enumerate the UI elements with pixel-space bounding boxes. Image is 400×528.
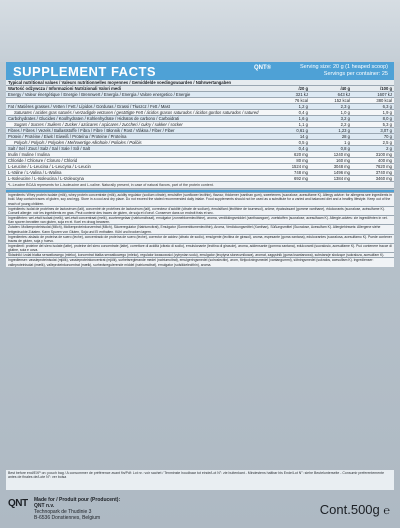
qnt-logo: QNT — [8, 498, 28, 509]
nutrition-table — [6, 80, 394, 189]
row-label: L-Isoleucine / L-Isoleucina / L-Izoleucyna — [8, 176, 84, 181]
supplement-facts-panel — [6, 62, 394, 462]
row-value-20g: 80 mg — [296, 158, 308, 163]
row-label: L-Leucine / L-Leucina / L-Leucyna / L-Leucin — [8, 164, 91, 169]
row-value-20g: 1,6 g — [298, 116, 308, 121]
row-value-20g: 321 kJ — [295, 92, 308, 97]
row-value-40g: 3,2 g — [340, 116, 350, 121]
ingredients-pl: Składniki: izolat białka serwatkowego (mleko), koncentrat białka serwatkowego (mleko), regulator kwasowości (cytrynian sodu), emulgator (lecytyna słonecznikowa), aromat, zagęstnik (guma ksantanowa), substancje słodzące (sukraloza, acesulfam K). — [6, 252, 394, 257]
row-label: L-Valine / L-Valina / L-Walina — [8, 170, 62, 175]
row-value-100g: 6,3 g — [382, 104, 392, 109]
row-label: Protein / Protéine / Eiwit / Eiweiß / Proteína / Proteine / Proteína — [8, 134, 127, 139]
col-head-20g: /20 g — [298, 86, 308, 91]
serving-info — [300, 64, 388, 77]
row-value-100g: 7620 mg — [375, 164, 392, 169]
row-value-100g: 3740 mg — [375, 170, 392, 175]
ingredients-nl: Ingrediënten: wei-eiwit isolaat (melk), wei-eiwit concentraat (melk), zuurteregelaar (natriumcitraat), emulgator (zonnebloemlecithine), aroma, verdikkingsmiddel (xanthaangom), zoetstoffen (sucralose, acesulfaam K). Allergie-advies: zie ingrediënten in vet. Kan sporen bevatten van gluten, soja en ei. Koel en droog bewaren. — [6, 215, 394, 224]
facts-title: SUPPLEMENT FACTS — [13, 64, 157, 79]
producer-city: B-6536 Donstiennes, Belgium — [34, 515, 101, 521]
qnt-mark: QNT® — [254, 65, 272, 71]
row-value-40g: 1,23 g — [338, 128, 350, 133]
net-weight-label: Cont. — [319, 502, 351, 517]
ingredients-fr: Ingrédients: isolat de protéines de lactosérum (lait), concentré de protéines de lactosérum (lait), correcteur d'acidité (citrate de sodium), émulsifiant (lécithine de tournesol), arôme, épaississant (gomme xanthane), édulcorants (sucralose, acésulfame K). Conseil allergie: voir les ingrédients en gras. Peut contenir des traces de gluten, de soja et d'oeuf. Conserver dans un endroit frais et sec. — [6, 206, 394, 215]
row-value-20g: 692 mg — [294, 176, 308, 181]
serving-size: Serving size: 20 g (1 heaped scoop) — [299, 64, 388, 70]
row-value-20g: 620 mg — [294, 152, 308, 157]
row-value-100g: 3,07 g — [380, 128, 392, 133]
row-value-100g: 1607 kJ — [377, 92, 392, 97]
row-value-40g: 152 kcal — [334, 98, 350, 103]
estimated-sign-icon: ℮ — [383, 505, 390, 517]
producer-label: Made for / Produit pour (Producent): — [34, 497, 121, 503]
ingredients-it: Ingredienti: proteine del siero isolate (latte), proteine del siero concentrate (latte), correttore di acidità (citrato di sodio), emulsionante (lecitina di girasole), aroma, addensante (gomma xantana), edulcoranti (sucralosio, acesulfame K). Può contenere tracce di glutine, soia e uova. — [6, 243, 394, 252]
package-top-strip — [0, 0, 400, 62]
row-label: Energy / Valeur énergétique / Energie / Brennwert / Energía / Energia / Valore energetico / Energie — [8, 92, 191, 97]
producer-company: QNT n.v. — [34, 503, 55, 509]
row-value-100g: 5,3 g — [382, 122, 392, 127]
row-value-40g: 1,0 g — [340, 110, 350, 115]
row-value-40g: 643 kJ — [337, 92, 350, 97]
row-value-40g: 1240 mg — [333, 152, 350, 157]
table-title: Typical nutritional values / Valeurs nutritionnelles moyennes / Gemiddelde voedingswaarden / Nährwertangaben — [8, 80, 232, 85]
row-label: Fibres / Fibres / Vezels / Ballaststoffe / Fibra / Fibre / Błonnik / Rost / Vlákna / Fiber / Fiber — [8, 128, 175, 133]
row-value-20g: 0,5 g — [298, 140, 308, 145]
facts-header — [6, 62, 394, 80]
row-label — [8, 98, 266, 103]
row-value-20g: 76 kcal — [294, 98, 308, 103]
row-value-40g: 2,3 g — [340, 104, 350, 109]
row-value-20g: 14 g — [299, 134, 308, 139]
producer-block — [34, 497, 120, 521]
row-label: Chloride / Chlorure / Cloruro / Chlorid — [8, 158, 78, 163]
row-label: Carbohydrates / Glucides / Koolhydraten / Kohlenhydrate / Hidratos de carbono / Carboidrati — [8, 116, 180, 121]
row-value-20g: 748 mg — [294, 170, 308, 175]
row-value-20g: 0,61 g — [296, 128, 308, 133]
row-value-100g: 3100 mg — [375, 152, 392, 157]
row-value-20g: 1,2 g — [298, 104, 308, 109]
row-label: Polyols / Polyols / Polyolen / Mehrwertige Alkohole / Polioles / Polióis — [14, 140, 142, 145]
col-head-label: Wartość odżywcza / Informazioni Nutrizionali Valori medi — [8, 86, 121, 91]
row-value-20g: 1,1 g — [298, 122, 308, 127]
row-value-40g: 1496 mg — [333, 170, 350, 175]
row-value-40g: 3048 mg — [333, 164, 350, 169]
row-value-20g: 0,4 g — [298, 146, 308, 151]
servings-per-container: Servings per container: 25 — [323, 70, 388, 77]
row-label: Inulin / Inuline / Inulina — [8, 152, 50, 157]
net-weight — [320, 502, 390, 517]
row-label: Sugars / Sucres / Suikers / Zucker / azúcares / açúcares / zuccheri / cukry / sukker / socker — [14, 122, 183, 127]
ingredients-en: Ingredients: Whey protein isolate (milk), whey protein concentrate (milk), acidity regulator (sodium citrate), emulsifier (sunflower lecithin), flavour, thickener (xanthan gum), sweeteners (sucralose, acesulfame K). Allergy advice: for allergens see ingredients in bold. May contain traces of gluten, soy and egg. Store in a cool and dry place. Do not exceed the stated recommended daily intake. Food supplements should not be used as a substitute for a varied and balanced diet and a healthy lifestyle. Keep out of the reach of young children. — [6, 192, 394, 205]
table-footnote: *L-Leucine BCAA represents for L-isoleucine and L-valine. Naturally present, in case of natural flavors, part of the protein content. — [6, 182, 394, 189]
row-value-40g: 28 g — [341, 134, 350, 139]
nutrition-rows — [6, 92, 394, 182]
row-value-20g: 0,4 g — [298, 110, 308, 115]
row-value-40g: 1 g — [344, 140, 350, 145]
row-value-100g: 8,0 g — [382, 116, 392, 121]
row-label: Salt / Sel / Zout / Salz / Sal / Sale / Sól / Salt — [8, 146, 90, 151]
row-value-100g: 2,5 g — [382, 140, 392, 145]
ingredients-de: Zutaten: Molkenproteinisolat (Milch), Molkenproteinkonzentrat (Milch), Säureregulator (Natriumcitrat), Emulgator (Sonnenblumenlecithin), Aroma, Verdickungsmittel (Xanthan), Süßungsmittel (Sucralose, Acesulfam K). Allergiehinweis: Allergene siehe fettgedruckte Zutaten. Kann Spuren von Gluten, Soja und Ei enthalten. Kühl und trocken lagern. — [6, 224, 394, 233]
row-label: Saturates / acides gras saturés / verzadigde vetzuren / gesättigte Fett / ácidos grasos saturados / ácidos gordos saturados / satured — [14, 110, 259, 115]
row-value-40g: 0,8 g — [340, 146, 350, 151]
row-value-100g: 70 g — [383, 134, 392, 139]
ingredients-es: Ingredientes: aislado de proteína de suero (leche), concentrado de proteína de suero (leche), corrector de acidez (citrato de sodio), emulgente (lecitina de girasol), aroma, espesante (goma xantana), edulcorantes (sucralosa, acesulfamo K). Puede contener trazas de gluten, soja y huevo. — [6, 234, 394, 243]
row-value-100g: 380 kcal — [376, 98, 392, 103]
ingredients-nordic: Ingredienser: vassleproteinisolat (mjölk), vassleproteinkoncentrat (mjölk), surhetsreglerande medel (natriumcitrat), emulgeringsmedel (solroslecitin), arom, förtjockningsmedel (xantangummi), sötningsmedel (sukralos, acesulfam K). Ingredienser: valleproteinisolat (mælk), valleproteinkoncentrat (mælk), surhedsregulerende middel (natriumcitrat), emulgator (solsikkelecithin), aroma. — [6, 257, 394, 266]
row-value-100g: 400 mg — [378, 158, 392, 163]
row-value-100g: 3460 mg — [375, 176, 392, 181]
col-head-40g: /40 g — [340, 86, 350, 91]
row-value-40g: 1384 mg — [333, 176, 350, 181]
best-before-block: Best before end/EXP on: pouch bag / A consommer de préférence avant fin/Pdf: Lot nr.: voir sachet / Tenminste houdbaar tot einde/Lot N°: zie buitenkant - Mindestens haltbar bis Ende/Lot N°: siehe Beutelunterseite - Consumir preferentemente antes de finales de/Lote N°: ver bolsa — [6, 470, 394, 490]
row-value-40g: 2,2 g — [340, 122, 350, 127]
producer-street: Technopark de Thudinie 3 — [34, 509, 92, 515]
row-label: Fat / Matières grasses / Vetten / Fett / Lípidos / Gorduras / Grassi / Tłuszcz / Fett / Mast — [8, 104, 170, 109]
net-weight-value: 500g — [350, 502, 380, 517]
row-value-20g: 1524 mg — [291, 164, 308, 169]
row-value-100g: 1,9 g — [382, 110, 392, 115]
row-value-40g: 160 mg — [336, 158, 350, 163]
col-head-100g: /100 g — [380, 86, 392, 91]
row-value-100g: 2 g — [386, 146, 392, 151]
